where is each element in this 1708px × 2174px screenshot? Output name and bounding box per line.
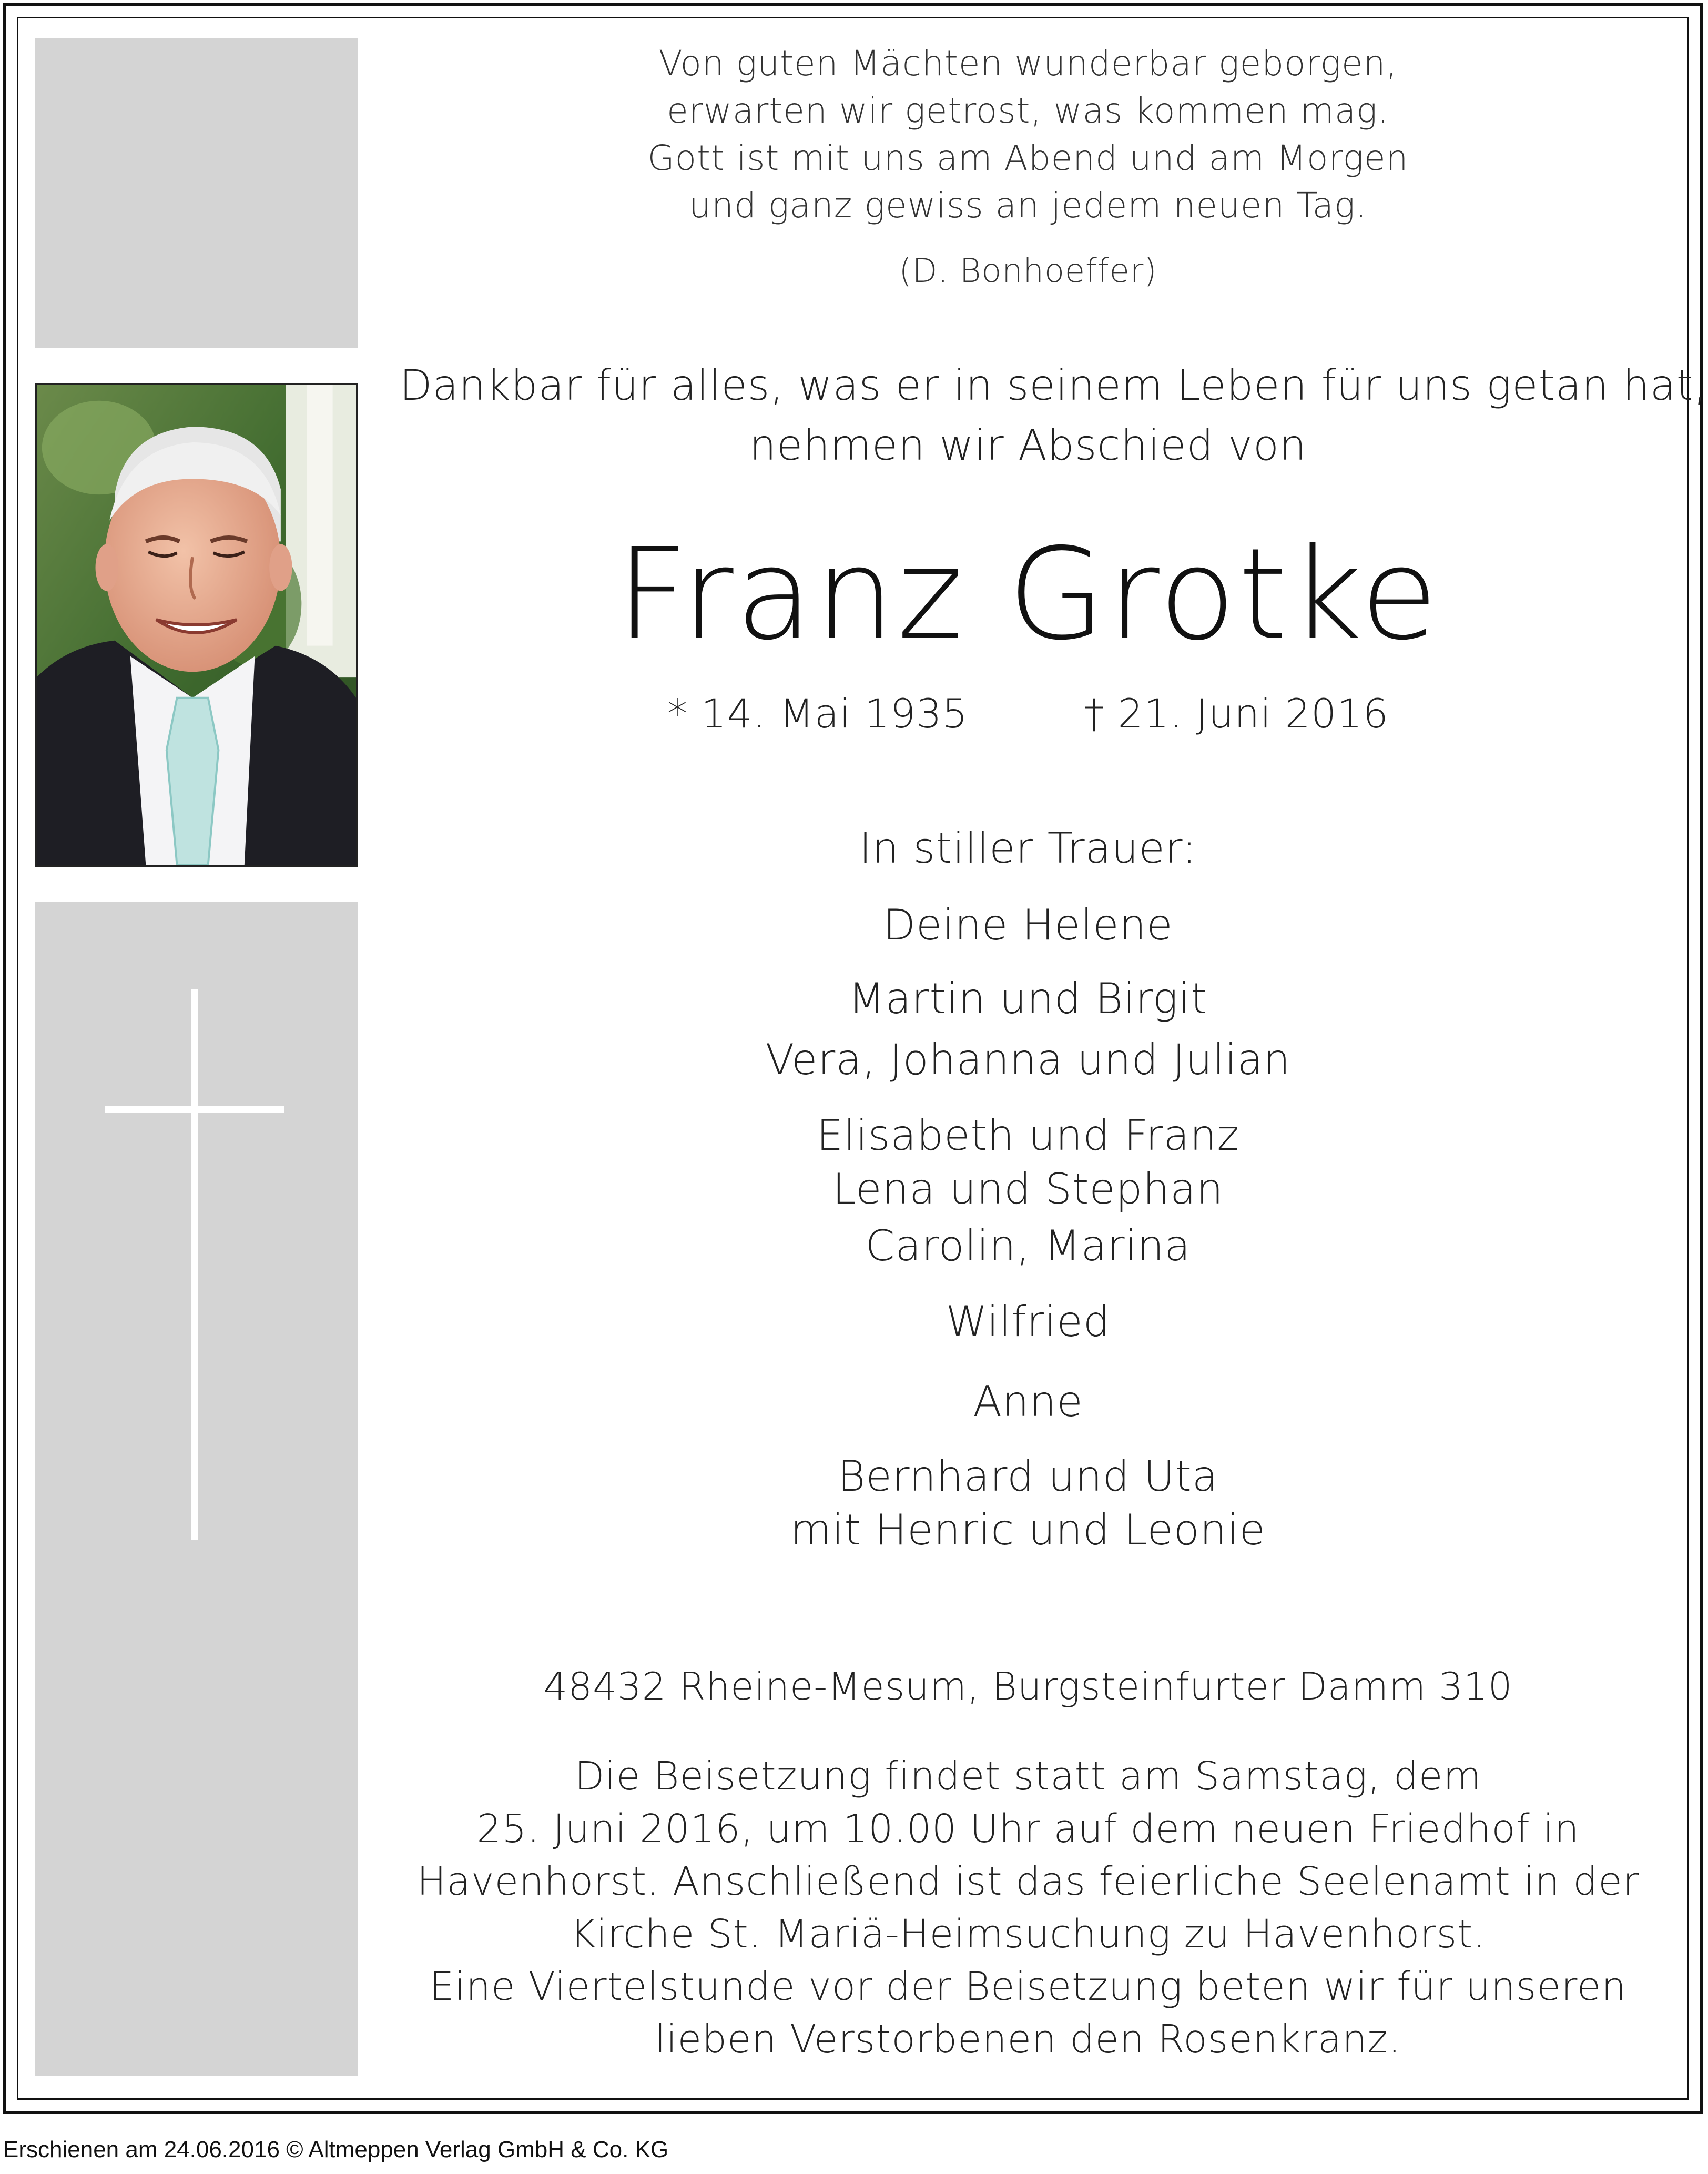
poem-line: Von guten Mächten wunderbar geborgen, — [658, 43, 1398, 84]
poem-line: erwarten wir getrost, was kommen mag. — [667, 90, 1389, 131]
cross-icon-vertical — [191, 989, 198, 1540]
mourner-line: Anne — [973, 1377, 1083, 1426]
mourner-line: Carolin, Marina — [865, 1221, 1191, 1270]
mourner-line: Martin und Birgit — [848, 974, 1208, 1023]
funeral-info-line: Die Beisetzung findet statt am Samstag, dem — [574, 1754, 1482, 1799]
life-dates — [400, 690, 1656, 737]
intro-line-1: Dankbar für alles, was er in seinem Leben für uns getan hat, — [400, 361, 1707, 410]
deceased-name: Franz Grotke — [616, 521, 1440, 668]
portrait-photo — [35, 383, 358, 867]
birth-date: * 14. Mai 1935 — [667, 690, 969, 737]
mourner-line: Deine Helene — [883, 901, 1173, 949]
poem-attribution: (D. Bonhoeffer) — [899, 251, 1157, 290]
poem-line: Gott ist mit uns am Abend und am Morgen — [647, 138, 1409, 178]
intro-line-2: nehmen wir Abschied von — [749, 421, 1307, 470]
funeral-info-line: Havenhorst. Anschließend ist das feierliche Seelenamt in der — [416, 1859, 1640, 1904]
decorative-gray-panel-top — [35, 38, 358, 348]
publication-footer: Erschienen am 24.06.2016 © Altmeppen Verlag GmbH & Co. KG — [3, 2137, 669, 2162]
funeral-info-line: 25. Juni 2016, um 10.00 Uhr auf dem neuen Friedhof in — [476, 1806, 1580, 1852]
funeral-info-line: lieben Verstorbenen den Rosenkranz. — [655, 2017, 1401, 2062]
cross-icon-horizontal — [105, 1106, 284, 1113]
funeral-info-line: Kirche St. Mariä-Heimsuchung zu Havenhorst. — [570, 1912, 1486, 1957]
mourners-heading: In stiller Trauer: — [859, 824, 1197, 873]
funeral-info-line: Eine Viertelstunde vor der Beisetzung beten wir für unseren — [429, 1964, 1627, 2009]
mourner-line: Vera, Johanna und Julian — [765, 1035, 1291, 1084]
poem-line: und ganz gewiss an jedem neuen Tag. — [689, 185, 1367, 226]
portrait-illustration — [37, 385, 356, 865]
mourner-line: Lena und Stephan — [832, 1165, 1224, 1214]
mourner-line: Wilfried — [946, 1297, 1111, 1346]
mourner-line: Elisabeth und Franz — [816, 1111, 1240, 1160]
family-address: 48432 Rheine-Mesum, Burgsteinfurter Damm 310 — [543, 1664, 1513, 1708]
mourner-line: Bernhard und Uta — [838, 1452, 1218, 1501]
mourner-line: mit Henric und Leonie — [790, 1505, 1266, 1554]
death-date: † 21. Juni 2016 — [1084, 690, 1389, 737]
